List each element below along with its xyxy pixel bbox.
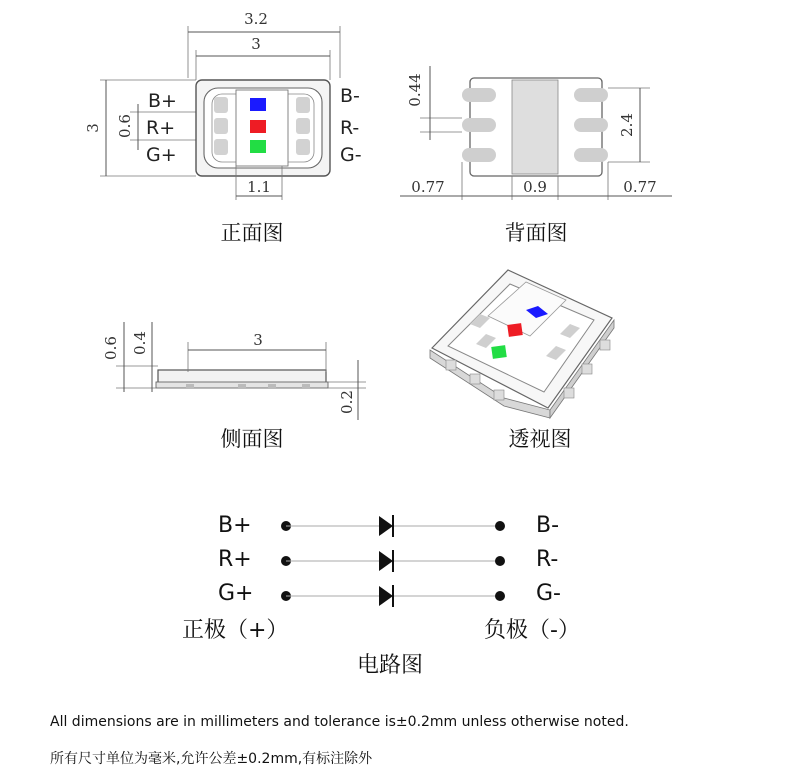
back-view [400,66,672,245]
circuit-diagram [182,513,580,678]
back-dim-height: 2.4 [618,113,636,137]
side-dim-length: 3 [253,331,263,349]
red-chip [250,120,266,133]
front-view-caption: 正面图 [220,221,284,245]
circuit-anode-g: G+ [218,581,254,606]
front-view [84,10,362,245]
side-dim-total-height: 0.6 [102,336,120,360]
perspective-view-caption: 透视图 [508,427,572,451]
circuit-row-green [218,581,561,607]
perspective-green-chip [491,345,507,359]
circuit-anode-r: R+ [218,547,252,572]
circuit-cathode-r: R- [536,547,559,572]
front-pin-b-plus: B+ [148,90,177,112]
side-dim-body-height: 0.4 [131,331,149,355]
side-dim-base: 0.2 [338,390,356,414]
side-view [102,322,366,451]
front-pin-b-minus: B- [340,85,360,107]
front-pin-g-plus: G+ [146,144,177,166]
circuit-caption: 电路图 [356,653,424,678]
front-dim-width-total: 3.2 [244,10,268,28]
green-chip [250,140,266,153]
circuit-cathode-g: G- [536,581,561,606]
cathode-label: 负极（-） [484,618,580,643]
anode-label: 正极（+） [182,618,289,643]
note-english: All dimensions are in millimeters and tolerance is±0.2mm unless otherwise noted. [50,714,629,730]
front-pin-g-minus: G- [340,144,362,166]
circuit-row-red [218,547,558,572]
side-view-caption: 侧面图 [220,427,284,451]
perspective-view [430,270,614,451]
front-dim-width: 3 [251,35,261,53]
note-chinese: 所有尺寸单位为毫米,允许公差±0.2mm,有标注除外 [50,751,373,767]
circuit-row-blue [218,513,559,538]
back-dim-right: 0.77 [623,178,657,196]
back-dim-pad: 0.44 [406,73,424,107]
circuit-anode-b: B+ [218,513,252,538]
front-pin-r-plus: R+ [146,117,176,139]
front-dim-height: 3 [84,123,102,133]
circuit-cathode-b: B- [536,513,560,538]
perspective-red-chip [507,323,523,337]
front-dim-pin-pitch: 0.6 [116,114,134,138]
front-pin-r-minus: R- [340,117,360,139]
back-dim-left: 0.77 [411,178,445,196]
back-view-caption: 背面图 [504,221,568,245]
blue-chip [250,98,266,111]
front-dim-chip: 1.1 [247,178,271,196]
back-dim-center: 0.9 [523,178,547,196]
